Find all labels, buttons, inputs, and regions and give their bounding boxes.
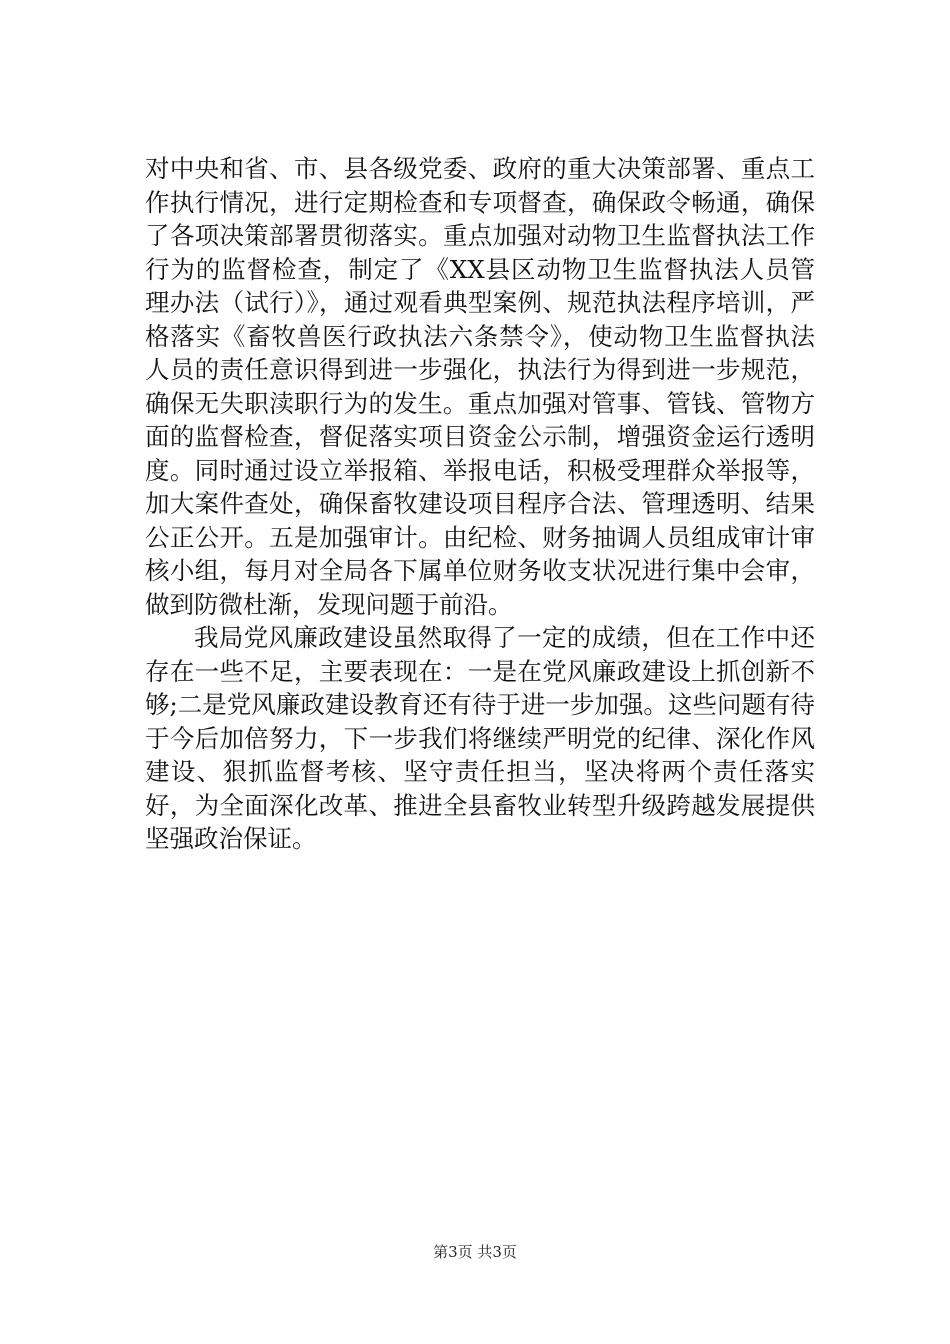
body-paragraph: 我局党风廉政建设虽然取得了一定的成绩，但在工作中还存在一些不足，主要表现在：一是在党风廉政建设上抓创新不够;二是党风廉政建设教育还有待于进一步加强。这些问题有待于今后加倍努力，下一步我们将继续严明党的纪律、深化作风建设、狠抓监督考核、坚守责任担当，坚决将两个责任落实好，为全面深化改革、推进全县畜牧业转型升级跨越发展提供坚强政治保证。 xyxy=(145,623,815,853)
page-number-footer: 第3页 共3页 xyxy=(433,1243,517,1261)
document-body xyxy=(145,152,815,856)
body-paragraph: 对中央和省、市、县各级党委、政府的重大决策部署、重点工作执行情况，进行定期检查和专项督查，确保政令畅通，确保了各项决策部署贯彻落实。重点加强对动物卫生监督执法工作行为的监督检查，制定了《XX县区动物卫生监督执法人员管理办法（试行）》，通过观看典型案例、规范执法程序培训，严格落实《畜牧兽医行政执法六条禁令》，使动物卫生监督执法人员的责任意识得到进一步强化，执法行为得到进一步规范，确保无失职渎职行为的发生。重点加强对管事、管钱、管物方面的监督检查，督促落实项目资金公示制，增强资金运行透明度。同时通过设立举报箱、举报电话，积极受理群众举报等，加大案件查处，确保畜牧建设项目程序合法、管理透明、结果公正公开。五是加强审计。由纪检、财务抽调人员组成审计审核小组，每月对全局各下属单位财务收支状况进行集中会审，做到防微杜渐，发现问题于前沿。 xyxy=(145,154,815,619)
